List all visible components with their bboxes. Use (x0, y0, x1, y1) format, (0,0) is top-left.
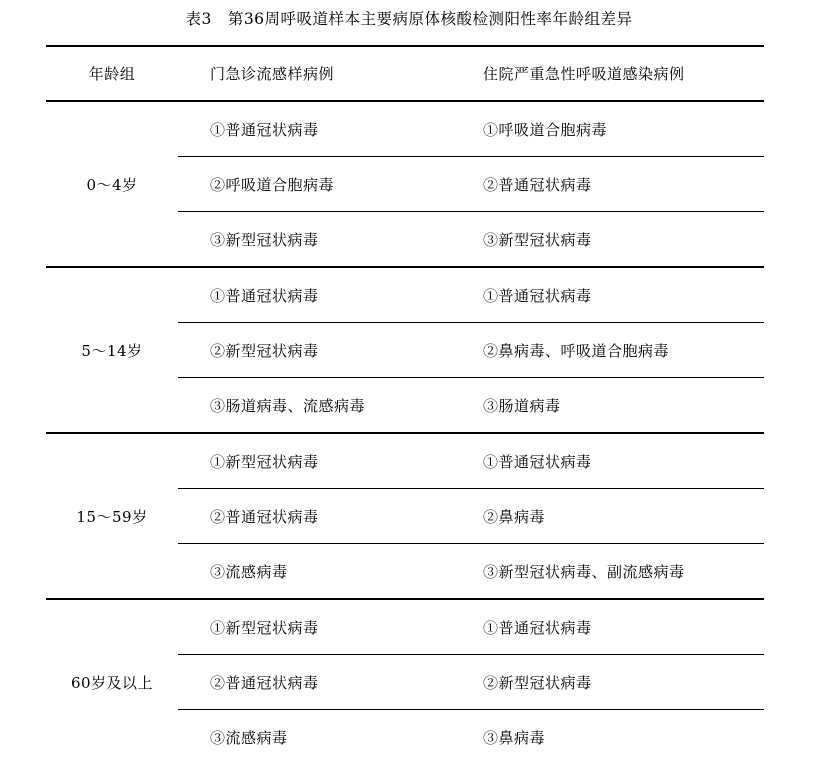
ili-cell: ①普通冠状病毒 (178, 101, 451, 157)
sari-cell: ②鼻病毒、呼吸道合胞病毒 (451, 323, 764, 378)
header-age-group: 年龄组 (46, 46, 178, 101)
table-row (46, 267, 764, 323)
ili-cell: ③流感病毒 (178, 544, 451, 600)
sari-cell: ②鼻病毒 (451, 489, 764, 544)
sari-cell: ②新型冠状病毒 (451, 655, 764, 710)
age-cell: 15～59岁 (46, 433, 178, 599)
age-cell: 5～14岁 (46, 267, 178, 433)
ili-cell: ②呼吸道合胞病毒 (178, 157, 451, 212)
table-title: 表3 第36周呼吸道样本主要病原体核酸检测阳性率年龄组差异 (0, 9, 818, 29)
ili-cell: ①普通冠状病毒 (178, 267, 451, 323)
header-ili-cases: 门急诊流感样病例 (178, 46, 451, 101)
pathogen-positivity-table (46, 45, 764, 764)
ili-cell: ②新型冠状病毒 (178, 323, 451, 378)
table-row (46, 433, 764, 489)
ili-cell: ②普通冠状病毒 (178, 489, 451, 544)
ili-cell: ①新型冠状病毒 (178, 433, 451, 489)
table-row (46, 101, 764, 157)
table-row (46, 599, 764, 655)
sari-cell: ③新型冠状病毒 (451, 212, 764, 268)
sari-cell: ③鼻病毒 (451, 710, 764, 764)
sari-cell: ③肠道病毒 (451, 378, 764, 434)
ili-cell: ③新型冠状病毒 (178, 212, 451, 268)
age-cell: 60岁及以上 (46, 599, 178, 764)
sari-cell: ①普通冠状病毒 (451, 433, 764, 489)
sari-cell: ③新型冠状病毒、副流感病毒 (451, 544, 764, 600)
ili-cell: ①新型冠状病毒 (178, 599, 451, 655)
age-cell: 0～4岁 (46, 101, 178, 267)
sari-cell: ①普通冠状病毒 (451, 267, 764, 323)
sari-cell: ①呼吸道合胞病毒 (451, 101, 764, 157)
sari-cell: ②普通冠状病毒 (451, 157, 764, 212)
ili-cell: ③流感病毒 (178, 710, 451, 764)
sari-cell: ①普通冠状病毒 (451, 599, 764, 655)
ili-cell: ②普通冠状病毒 (178, 655, 451, 710)
ili-cell: ③肠道病毒、流感病毒 (178, 378, 451, 434)
header-sari-cases: 住院严重急性呼吸道感染病例 (451, 46, 764, 101)
header-row (46, 46, 764, 101)
